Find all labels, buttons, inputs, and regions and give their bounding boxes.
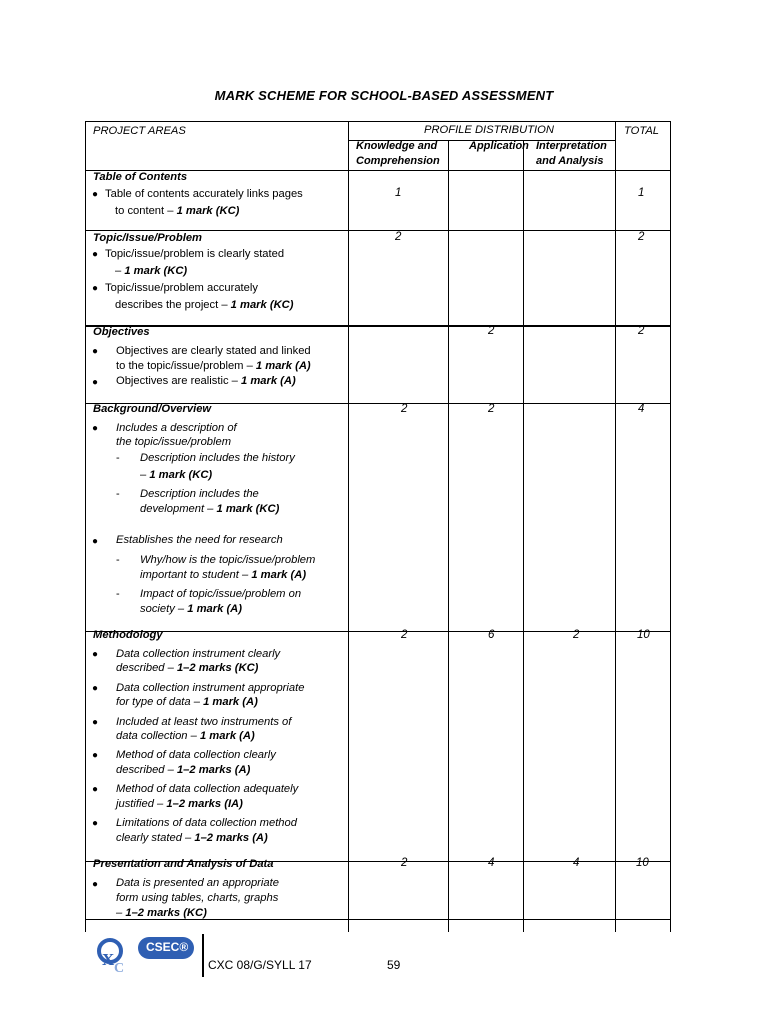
item-line: Topic/issue/problem is clearly stated (105, 248, 285, 260)
dash: - (116, 488, 120, 500)
application-mark: 2 (488, 403, 495, 415)
bullet: ● (92, 377, 99, 388)
dash: - (116, 554, 120, 566)
header-ia: Interpretation (536, 140, 607, 152)
bullet: ● (92, 249, 99, 260)
col-divider-areas (348, 122, 349, 932)
sub-item-line: Impact of topic/issue/problem on (140, 588, 302, 600)
bullet: ● (92, 784, 99, 795)
header-kc-2: Comprehension (356, 155, 440, 167)
section-heading: Topic/Issue/Problem (93, 232, 203, 244)
total-mark: 10 (637, 629, 650, 641)
item-line: to the topic/issue/problem – 1 mark (A) (116, 360, 311, 372)
col-divider-kc (448, 141, 449, 932)
svg-text:C: C (114, 961, 125, 974)
item-line: Data collection instrument clearly (116, 648, 281, 660)
item-line: describes the project – 1 mark (KC) (115, 299, 294, 311)
cxc-logo (96, 934, 198, 974)
item-line: Includes a description of (116, 422, 237, 434)
bullet: ● (92, 750, 99, 761)
header-total: TOTAL (624, 125, 660, 137)
ia-mark: 4 (573, 857, 580, 869)
header-profile-distribution: PROFILE DISTRIBUTION (424, 124, 554, 136)
section-heading: Presentation and Analysis of Data (93, 858, 274, 870)
syllabus-code: CXC 08/G/SYLL 17 (208, 958, 312, 972)
bullet: ● (92, 683, 99, 694)
item-line: Topic/issue/problem accurately (105, 282, 258, 294)
item-line: form using tables, charts, graphs (116, 892, 279, 904)
csec-logo-text: CSEC® (146, 940, 189, 954)
section-heading: Objectives (93, 326, 150, 338)
sub-item-line: important to student – 1 mark (A) (140, 569, 307, 581)
page-title: MARK SCHEME FOR SCHOOL-BASED ASSESSMENT (214, 88, 554, 103)
sub-item-line: Description includes the (140, 488, 259, 500)
item-line: for type of data – 1 mark (A) (116, 696, 258, 708)
item-line: Data is presented an appropriate (116, 877, 279, 889)
total-mark: 2 (638, 325, 645, 337)
item-line: Method of data collection adequately (116, 783, 299, 795)
item-line: described – 1–2 marks (A) (116, 764, 251, 776)
section-heading: Methodology (93, 629, 163, 641)
item-line: described – 1–2 marks (KC) (116, 662, 259, 674)
item-line: Objectives are realistic – 1 mark (A) (116, 375, 296, 387)
row-divider (86, 325, 670, 327)
col-divider-app (523, 141, 524, 932)
dash: - (116, 588, 120, 600)
item-line: Limitations of data collection method (116, 817, 297, 829)
application-mark: 2 (488, 325, 495, 337)
total-mark: 2 (638, 231, 645, 243)
item-line: Table of contents accurately links pages (105, 188, 303, 200)
bullet: ● (92, 649, 99, 660)
item-line: Establishes the need for research (116, 534, 283, 546)
total-mark: 1 (638, 187, 645, 199)
kc-mark: 2 (395, 231, 402, 243)
item-line: – 1 mark (KC) (115, 265, 188, 277)
bullet: ● (92, 818, 99, 829)
kc-mark: 2 (401, 403, 408, 415)
sub-item-line: Why/how is the topic/issue/problem (140, 554, 316, 566)
kc-mark: 1 (395, 187, 402, 199)
bullet: ● (92, 423, 99, 434)
header-application: Application (469, 140, 529, 152)
item-line: the topic/issue/problem (116, 436, 232, 448)
total-mark: 4 (638, 403, 645, 415)
dash: - (116, 452, 120, 464)
application-mark: 4 (488, 857, 495, 869)
sub-item-line: development – 1 mark (KC) (140, 503, 280, 515)
sub-item-line: society – 1 mark (A) (140, 603, 242, 615)
section-heading: Table of Contents (93, 171, 188, 183)
header-project-areas: PROJECT AREAS (93, 125, 186, 137)
item-line: Data collection instrument appropriate (116, 682, 305, 694)
item-line: data collection – 1 mark (A) (116, 730, 255, 742)
page-number: 59 (387, 958, 401, 972)
kc-mark: 2 (401, 629, 408, 641)
ia-mark: 2 (573, 629, 580, 641)
item-line: justified – 1–2 marks (IA) (116, 798, 243, 810)
total-mark: 10 (636, 857, 649, 869)
item-line: to content – 1 mark (KC) (115, 205, 240, 217)
col-divider-ia (615, 122, 616, 932)
kc-mark: 2 (401, 857, 408, 869)
svg-text:X: X (102, 950, 115, 969)
row-divider (86, 631, 670, 632)
header-ia-2: and Analysis (536, 155, 604, 167)
section-heading: Background/Overview (93, 403, 212, 415)
bullet: ● (92, 879, 99, 890)
item-line: Included at least two instruments of (116, 716, 292, 728)
bullet: ● (92, 717, 99, 728)
bullet: ● (92, 283, 99, 294)
footer-divider (202, 934, 204, 977)
item-line: clearly stated – 1–2 marks (A) (116, 832, 268, 844)
item-line: – 1–2 marks (KC) (116, 907, 207, 919)
bullet: ● (92, 536, 99, 547)
header-kc: Knowledge and (356, 140, 438, 152)
application-mark: 6 (488, 629, 495, 641)
item-line: Objectives are clearly stated and linked (116, 345, 311, 357)
sub-item-line: Description includes the history (140, 452, 295, 464)
item-line: Method of data collection clearly (116, 749, 276, 761)
bullet: ● (92, 189, 99, 200)
bullet: ● (92, 346, 99, 357)
sub-item-line: – 1 mark (KC) (140, 469, 213, 481)
